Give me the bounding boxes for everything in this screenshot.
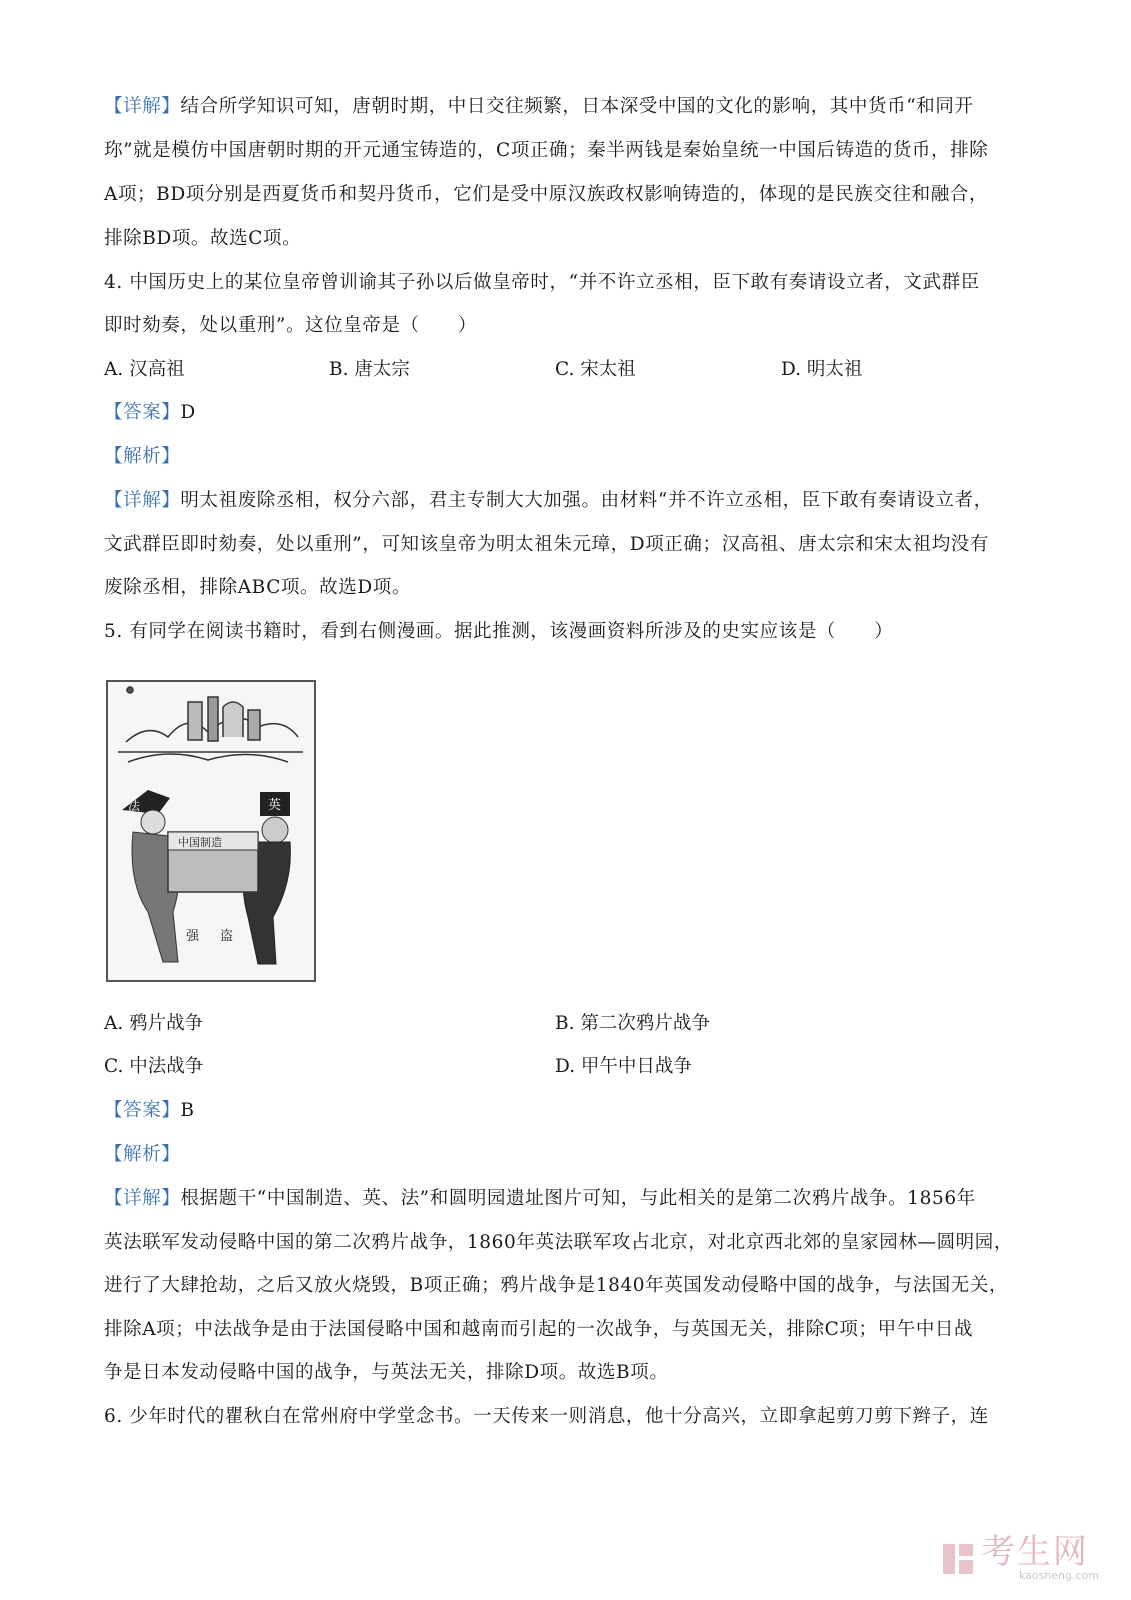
q3-detail-line-3: A项；BD项分别是西夏货币和契丹货币，它们是受中原汉族政权影响铸造的，体现的是民族交往和融合， (104, 184, 988, 205)
q4-stem-line-2: 即时劾奏，处以重刑”。这位皇帝是（ ） (104, 315, 477, 336)
q4-answer (104, 401, 1034, 425)
q4-detail-line-2: 文武群臣即时劾奏，处以重刑”，可知该皇帝为明太祖朱元璋，D项正确；汉高祖、唐太宗和宋太祖均没有 (104, 534, 989, 555)
q4-option-d: D. 明太祖 (781, 359, 863, 380)
leg-left-label: 强 (186, 929, 200, 944)
cartoon-image (106, 680, 316, 982)
q5-detail-line-3: 进行了大肆抢劫，之后又放火烧毁，B项正确；鸦片战争是1840年英国发动侵略中国的战争，与法国无关， (104, 1275, 1009, 1296)
answer-value: D (180, 402, 196, 423)
box-label: 中国制造 (178, 836, 222, 849)
q4-stem-line-1: 4. 中国历史上的某位皇帝曾训谕其子孙以后做皇帝时，“并不许立丞相，臣下敢有奏请设立者，文武群臣 (104, 272, 980, 293)
q4-option-a: A. 汉高祖 (104, 359, 185, 380)
q5-detail-line-1: 【详解】根据题干“中国制造、英、法”和圆明园遗址图片可知，与此相关的是第二次鸦片战争。1856年 (104, 1188, 976, 1209)
hat-right-label: 英 (268, 798, 282, 813)
detail-label: 【详解】 (104, 490, 181, 511)
answer-label: 【答案】 (104, 402, 181, 423)
q4-option-c: C. 宋太祖 (555, 359, 636, 380)
watermark (941, 1532, 1099, 1582)
detail-label: 【详解】 (104, 1188, 181, 1209)
q3-detail-line-1: 【详解】结合所学知识可知，唐朝时期，中日交往频繁，日本深受中国的文化的影响，其中货币“和同开 (104, 96, 974, 117)
q5-option-b: B. 第二次鸦片战争 (555, 1013, 710, 1034)
q5-option-a: A. 鸦片战争 (104, 1013, 204, 1034)
hat-left-label: 法 (128, 799, 141, 813)
q5-stem: 5. 有同学在阅读书籍时，看到右侧漫画。据此推测，该漫画资料所涉及的史实应该是（ ） (104, 621, 894, 642)
q4-option-b: B. 唐太宗 (329, 359, 410, 380)
q4-detail-line-1: 【详解】明太祖废除丞相，权分六部，君主专制大大加强。由材料“并不许立丞相，臣下敢有奏请设立者， (104, 490, 993, 511)
watermark-logo-icon (941, 1542, 975, 1576)
q4-analysis-label: 【解析】 (104, 446, 181, 467)
q4-detail-line-3: 废除丞相，排除ABC项。故选D项。 (104, 577, 411, 598)
q6-stem: 6. 少年时代的瞿秋白在常州府中学堂念书。一天传来一则消息，他十分高兴，立即拿起剪刀剪下辫子，连 (104, 1406, 989, 1427)
q3-detail-line-4: 排除BD项。故选C项。 (104, 228, 302, 249)
watermark-cn: 考生网 (980, 1532, 1089, 1572)
detail-label: 【详解】 (104, 96, 181, 117)
q5-detail-line-5: 争是日本发动侵略中国的战争，与英法无关，排除D项。故选B项。 (104, 1362, 669, 1383)
watermark-en: kaosheng.com (1018, 1569, 1099, 1582)
q5-answer (104, 1099, 1034, 1123)
q5-detail-line-4: 排除A项；中法战争是由于法国侵略中国和越南而引起的一次战争，与英国无关，排除C项；甲午中日战 (104, 1319, 974, 1340)
leg-right-label: 盗 (220, 929, 234, 944)
answer-value: B (180, 1100, 195, 1121)
q3-detail-line-2: 珎”就是模仿中国唐朝时期的开元通宝铸造的，C项正确；秦半两钱是秦始皇统一中国后铸造的货币，排除 (104, 140, 989, 161)
q5-option-d: D. 甲午中日战争 (555, 1056, 692, 1077)
answer-label: 【答案】 (104, 1100, 181, 1121)
q5-analysis-label: 【解析】 (104, 1144, 181, 1165)
q5-detail-line-2: 英法联军发动侵略中国的第二次鸦片战争，1860年英法联军攻占北京，对北京西北郊的皇家园林—圆明园， (104, 1232, 1013, 1253)
q5-option-c: C. 中法战争 (104, 1056, 204, 1077)
cartoon-drawing (108, 682, 314, 980)
ruins-illustration (118, 687, 303, 762)
